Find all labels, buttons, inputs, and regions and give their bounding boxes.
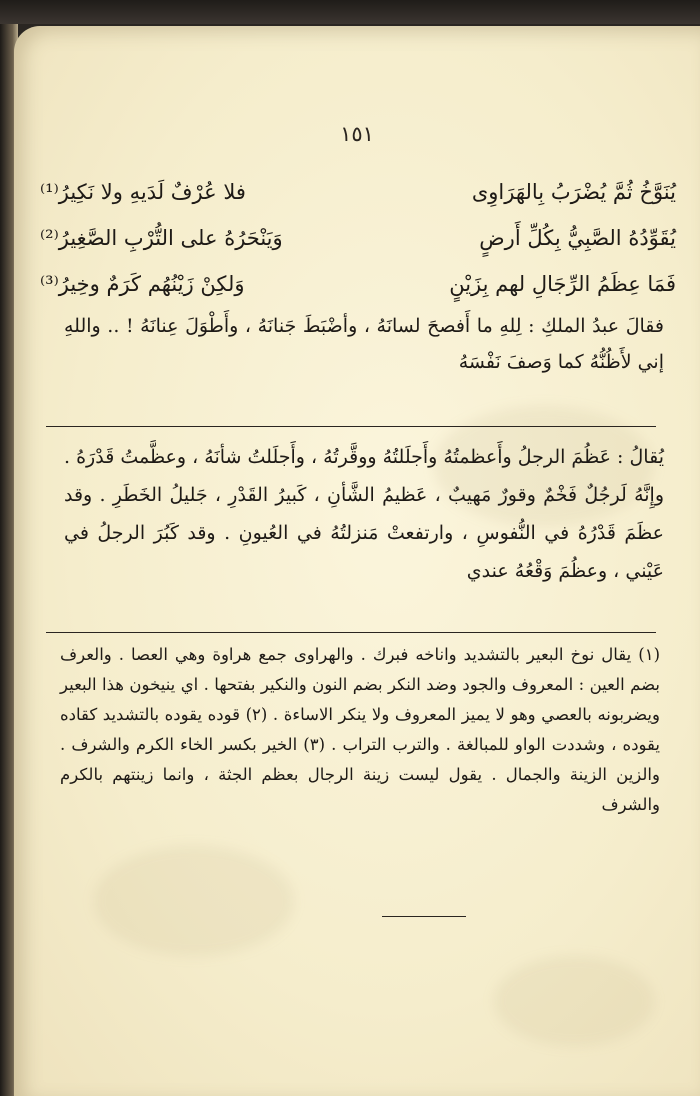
- verse-second-hemistich: فلا عُرْفٌ لَدَيهِ ولا نَكِيرُ⁽¹⁾: [40, 180, 246, 204]
- book-page: [14, 26, 700, 1096]
- scanner-edge-top: [0, 0, 700, 24]
- section-divider: [46, 426, 656, 427]
- poem-verses: [14, 174, 700, 312]
- paper-stain: [494, 956, 654, 1046]
- verse-first-hemistich: يُقَوِّدُهُ الصَّبِيُّ بِكُلِّ أَرضٍ: [479, 226, 676, 250]
- paper-stain: [94, 846, 294, 956]
- verse-line: [14, 220, 700, 266]
- end-rule: [382, 916, 466, 917]
- verse-line: [14, 266, 700, 312]
- verse-first-hemistich: يُنَوَّخُ ثُمَّ يُضْرَبُ بِالهَرَاوِى: [471, 180, 676, 204]
- narrative-paragraph: فقالَ عبدُ الملكِ : لِلهِ ما أَفصحَ لسانَهُ ، وأضْبَطَ جَنانَهُ ، وأَطْوَلَ عِنانَهُ ! .. واللهِ إني لأَظُنُّهُ كما وَصفَ نَفْسَهُ: [64, 315, 664, 373]
- vocabulary-paragraph: يُقالُ : عَظُمَ الرجلُ وأَعظمتُهُ وأَجلَلتُهُ ووقَّرتُهُ ، وأَجلَلتُ شأنَهُ ، وعظَّمتُ قَدْرَهُ . وإِنَّهُ لَرجُلٌ فَخْمٌ وقورٌ مَهيبٌ ، عَظيمُ الشَّأنِ ، كَبيرُ القَدْرِ ، جَليلُ الخَطَرِ . وقد عظَمَ قَدْرُهُ في النُّفوسِ ، وارتفعتْ مَنزلتُهُ في العُيونِ . وقد كَبُرَ الرجلُ في عَيْني ، وعظُمَ وَقْعُهُ عندي: [64, 446, 664, 582]
- page-number: ١٥١: [340, 122, 374, 146]
- verse-second-hemistich: وَيَنْحَرُهُ على التُّرْبِ الصَّغِيرُ⁽²⁾: [40, 226, 283, 250]
- footnote-divider: [46, 632, 656, 633]
- footnotes: (١) يقال نوخ البعير بالتشديد واناخه فبرك . والهراوى جمع هراوة وهي العصا . والعرف بضم العين : المعروف والجود وضد النكر بضم النون والنكير بفتحها . اي ينيخون هذا البعير ويضربونه بالعصي وهو لا يميز المعروف ولا ينكر الاساءة . (٢) قوده يقوده بالتشديد كقاده يقوده ، وشددت الواو للمبالغة . والترب التراب . (٣) الخير بكسر الخاء الكرم والشرف . والزين الزينة والجمال . يقول ليست زينة الرجال بعظم الجثة ، وانما زينتهم بالكرم والشرف: [60, 645, 661, 814]
- verse-second-hemistich: وَلكِنْ زَيْنُهُم كَرَمٌ وخِيرُ⁽³⁾: [40, 272, 245, 296]
- verse-first-hemistich: فَمَا عِظَمُ الرِّجَالِ لهم بِزَيْنٍ: [449, 272, 676, 296]
- verse-line: [14, 174, 700, 220]
